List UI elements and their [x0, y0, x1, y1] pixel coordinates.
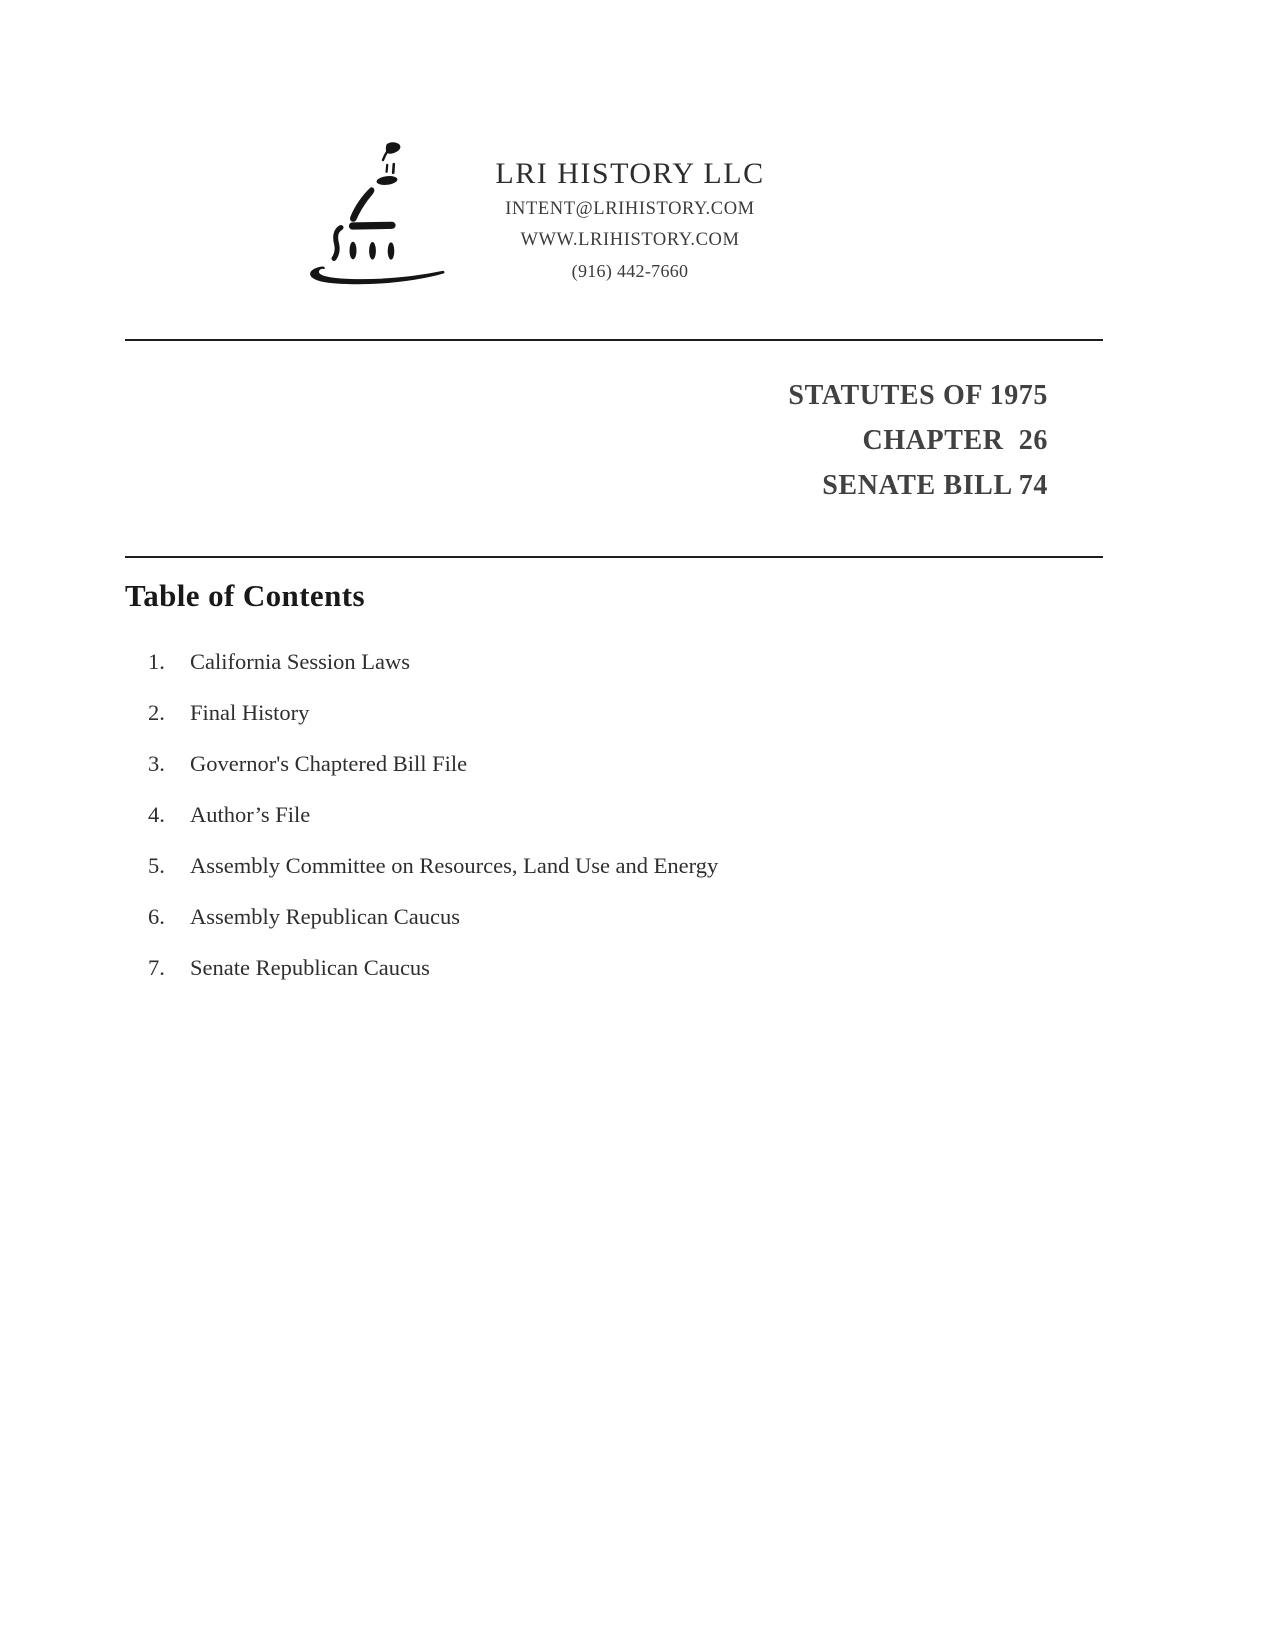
company-website: WWW.LRIHISTORY.COM: [520, 230, 740, 250]
toc-item: [148, 752, 718, 776]
toc-item-number: 2.: [148, 700, 165, 725]
capitol-dome-icon: [291, 126, 451, 296]
divider-line-bottom: [125, 556, 1103, 558]
toc-item-number: 5.: [148, 853, 165, 878]
company-phone: (916) 442-7660: [571, 261, 689, 281]
toc-item-number: 3.: [148, 751, 165, 776]
company-logo: [291, 126, 451, 296]
toc-item: [148, 803, 718, 827]
toc-item: [148, 854, 718, 878]
toc-item: [148, 650, 718, 674]
toc-title: Table of Contents: [125, 578, 365, 613]
toc-item-number: 6.: [148, 904, 165, 929]
senate-bill-line: SENATE BILL 74: [822, 470, 1048, 501]
toc-item-label: Assembly Republican Caucus: [190, 904, 460, 929]
divider-line-top: [125, 339, 1103, 341]
bill-reference-block: [788, 373, 1048, 508]
toc-item-label: Assembly Committee on Resources, Land Use and Energy: [190, 853, 719, 878]
toc-item: [148, 701, 718, 725]
toc-item-label: Governor's Chaptered Bill File: [190, 751, 468, 776]
letterhead: [430, 154, 830, 287]
toc-item-label: California Session Laws: [190, 649, 410, 674]
toc-list: [148, 650, 718, 1007]
toc-item: [148, 956, 718, 980]
toc-item: [148, 905, 718, 929]
chapter-line: CHAPTER 26: [862, 425, 1048, 456]
statutes-line: STATUTES OF 1975: [788, 380, 1048, 411]
toc-item-number: 1.: [148, 649, 165, 674]
toc-item-number: 7.: [148, 955, 165, 980]
toc-item-label: Author’s File: [190, 802, 311, 827]
toc-item-number: 4.: [148, 802, 165, 827]
company-name: LRI HISTORY LLC: [495, 157, 765, 190]
toc-item-label: Senate Republican Caucus: [190, 955, 430, 980]
company-email: INTENT@LRIHISTORY.COM: [505, 199, 755, 219]
toc-item-label: Final History: [190, 700, 310, 725]
